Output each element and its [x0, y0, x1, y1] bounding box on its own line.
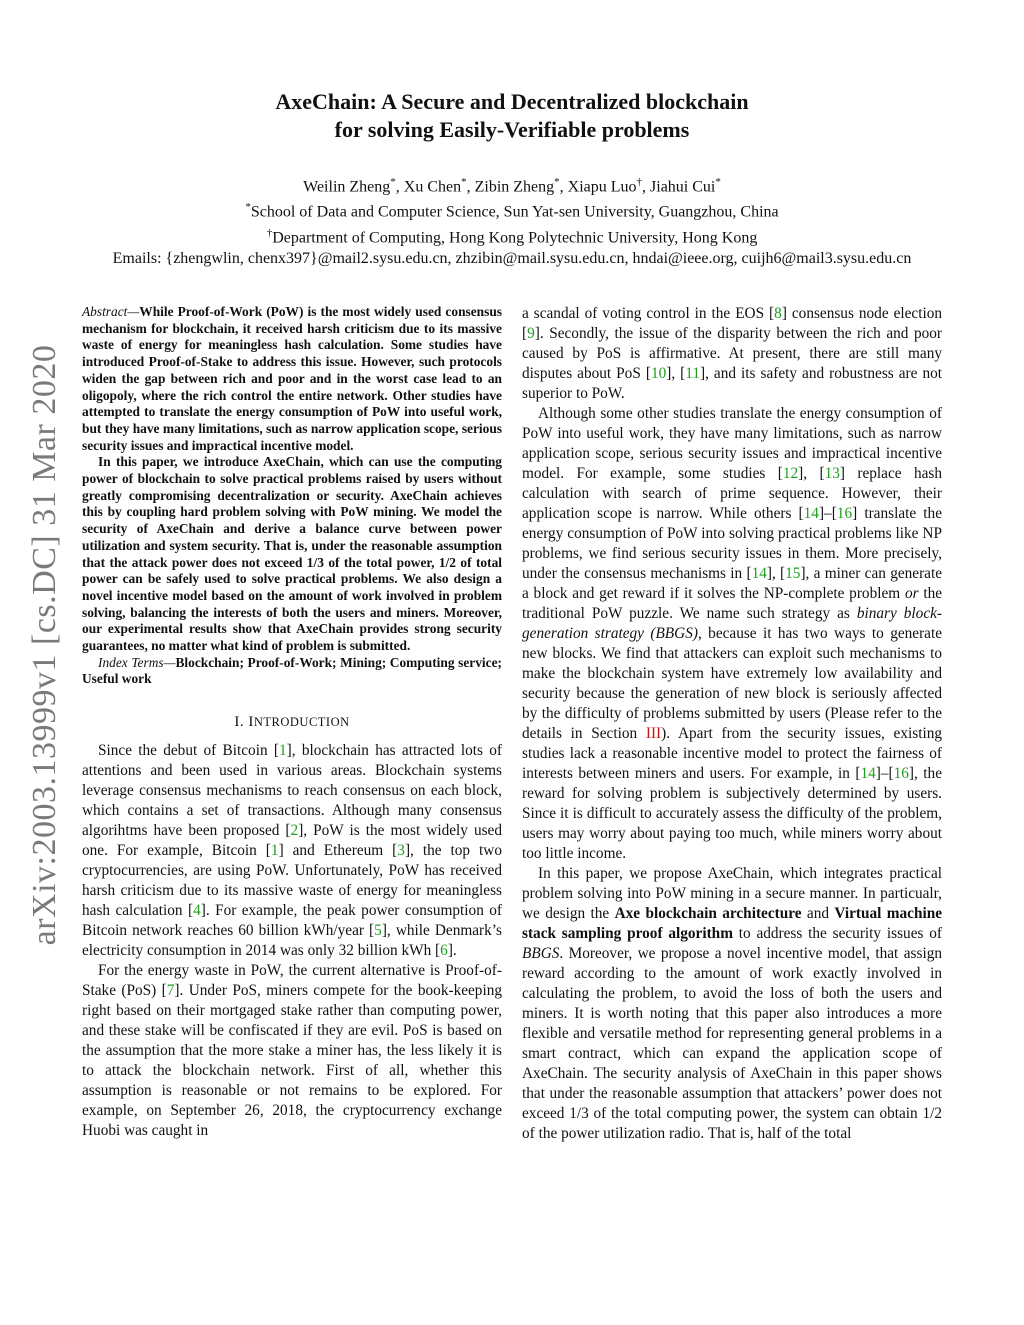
citation-link[interactable]: 6: [440, 942, 448, 960]
citation-link[interactable]: 4: [193, 902, 201, 920]
left-column: [82, 304, 502, 1141]
citation-link[interactable]: 15: [785, 565, 801, 582]
right-column-body: [522, 304, 942, 1144]
citation-link[interactable]: 16: [893, 765, 909, 782]
paper-title: [0, 88, 1024, 144]
body-paragraph: Since the debut of Bitcoin [1], blockchain has attracted lots of attentions and been used in various areas. Blockchain systems leverage consensus mechanisms to reach consensus on each block, which contains a set of transactions. Although many consensus algorihtms have been proposed [2], PoW is the most widely used one. For example, Bitcoin [1] and Ethereum [3], the top two cryptocurrencies, are using PoW. Unfortunately, PoW has received harsh criticism due to its massive waste of energy for meaningless hash calculation [4]. For example, the peak power consumption of Bitcoin network reaches 60 billion kWh/year [5], while Denmark’s electricity consumption in 2014 was only 32 billion kWh [6].: [82, 742, 503, 960]
citation-link[interactable]: 14: [751, 565, 767, 582]
arxiv-sidebar-stamp: [22, 346, 68, 944]
citation-link[interactable]: 9: [527, 325, 535, 342]
citation-link[interactable]: 7: [166, 982, 175, 1000]
citation-link[interactable]: 10: [650, 365, 667, 382]
citation-link[interactable]: 2: [290, 822, 299, 840]
introduction-body: [82, 741, 502, 1141]
arxiv-id: arXiv:2003.13999v1 [cs.DC] 31 Mar 2020: [26, 344, 63, 946]
abstract-paragraph-2: In this paper, we introduce AxeChain, which can use the computing power of blockchain to solve practical problems raised by users without greatly compromising decentralization or security. AxeChain achieves this by coupling hard problem solving with PoW mining. We model the security of AxeChain and derive a balance curve between power utilization and system security. That is, under the reasonable assumption that the attack power does not exceed 1/3 of the total power, 1/2 of total power can be safely used to solve practical problems. We also design a novel incentive model based on the amount of work involved in problem solving, balancing the interests of both the users and miners. Moreover, our experimental results show that AxeChain provides strong security guarantees, no matter what kind of problem is submitted.: [82, 454, 502, 654]
citation-link[interactable]: 14: [803, 505, 819, 522]
citation-link[interactable]: 5: [374, 922, 382, 940]
citation-link[interactable]: 14: [860, 765, 876, 782]
citation-link[interactable]: 11: [685, 365, 700, 382]
author-name: Zibin Zheng: [474, 178, 555, 196]
citation-link[interactable]: 1: [278, 742, 287, 760]
section-reference-link[interactable]: III: [645, 725, 662, 742]
abstract: [82, 304, 502, 688]
index-terms: Index Terms—Blockchain; Proof-of-Work; Mining; Computing service; Useful work: [82, 654, 502, 687]
abstract-label: Abstract—: [82, 304, 140, 319]
author-name: Jiahui Cui: [650, 178, 716, 196]
author-list: Weilin Zheng*, Xu Chen*, Zibin Zheng*, Xiapu Luo†, Jiahui Cui*: [303, 176, 721, 196]
emails: Emails: {zhengwlin, chenx397}@mail2.sysu.edu.cn, zhzibin@mail.sysu.edu.cn, hndai@ieee.org, cuijh6@mail3.sysu.edu.cn: [112, 249, 912, 267]
author-name: Xiapu Luo: [567, 178, 637, 196]
body-paragraph: In this paper, we propose AxeChain, which integrates practical problem solving into PoW mining in a secure manner. In particualr, we design the Axe blockchain architecture and Virtual machine stack sampling proof algorithm to address the security issues of BBGS. Moreover, we propose a novel incentive model, that assign reward according to the amount of work exactly involved in calculating the problem, to avoid the loss of both the users and miners. It is worth noting that this paper also introduces a more flexible and versatile method for representing general problems in a smart contract, which can expand the application scope of AxeChain. The security analysis of AxeChain in this paper shows that under the reasonable assumption that attackers’ power does not exceed 1/3 of the total computing power, the system can obtain 1/2 of the power utilization radio. That is, half of the total: [522, 865, 943, 1142]
title-line-1: AxeChain: A Secure and Decentralized blockchain: [275, 89, 749, 114]
title-line-2: for solving Easily-Verifiable problems: [334, 117, 690, 142]
affiliation-1: *School of Data and Computer Science, Sun Yat-sen University, Guangzhou, China: [245, 201, 779, 221]
right-column: [522, 304, 942, 1144]
abstract-paragraph-1: Abstract—While Proof-of-Work (PoW) is the most widely used consensus mechanism for blockchain, it received harsh criticism due to its massive waste of energy for meaningless hash calculation. Some studies have introduced Proof-of-Stake to address this issue. However, such protocols widen the gap between rich and poor and in the worst case lead to an oligopoly, where the rich control the entire network. Other studies have attempted to translate the energy consumption of PoW into useful work, but they have many limitations, such as narrow application scope, serious security issues and impractical incentive model.: [82, 304, 502, 453]
citation-link[interactable]: 1: [270, 842, 279, 860]
body-paragraph: For the energy waste in PoW, the current alternative is Proof-of-Stake (PoS) [7]. Under PoS, miners compete for the book-keeping right based on their mortgaged stake rather than computing power, and these stake will be confiscated if they are evil. PoS is based on the assumption that the more stake a miner has, the less likely it is to attack the blockchain network. First of all, whether this assumption is reasonable or not remains to be explored. For example, on September 26, 2018, the cryptocurrency exchange Huobi was caught in: [82, 962, 502, 1140]
citation-link[interactable]: 16: [836, 505, 853, 522]
citation-link[interactable]: 3: [397, 842, 405, 860]
citation-link[interactable]: 13: [824, 465, 840, 482]
body-paragraph: a scandal of voting control in the EOS [8] consensus node election [9]. Secondly, the issue of the disparity between the rich and poor caused by PoS is affirmative. At present, there are still many disputes about PoS [10], [11], and its safety and robustness are not superior to PoW.: [522, 305, 942, 402]
section-heading-introduction: I. INTRODUCTION: [234, 714, 350, 731]
author-name: Weilin Zheng: [303, 178, 391, 196]
citation-link[interactable]: 12: [782, 465, 799, 482]
author-block: [0, 172, 1024, 269]
index-terms-label: Index Terms—: [98, 654, 176, 670]
author-name: Xu Chen: [403, 178, 462, 196]
citation-link[interactable]: 8: [774, 305, 782, 322]
body-paragraph: Although some other studies translate the energy consumption of PoW into useful work, they have many limitations, such as narrow application scope, serious security issues and impractical incentive model. For example, some studies [12], [13] replace hash calculation with search of prime sequence. However, their application scope is narrow. While others [14]–[16] translate the energy consumption of PoW into solving practical problems like NP problems, we find serious security issues in them. More precisely, under the consensus mechanisms in [14], [15], a miner can generate a block and get reward if it solves the NP-complete problem or the traditional PoW puzzle. We name such strategy as binary block-generation strategy (BBGS), because it has two ways to generate new blocks. We find that attackers can exploit such mechanisms to make the blockchain system have extremely low availability and security because the generation of new block is seriously affected by the difficulty of problems submitted by users (Please refer to the details in Section III). Apart from the security issues, existing studies lack a reasonable incentive model to protect the fairness of interests between miners and users. For example, in [14]–[16], the reward for solving problem is subjectively determined by users. Since it is difficult to accurately assess the difficulty of the problem, users may worry about paying too much, while miners worry about too little income.: [522, 405, 943, 862]
affiliation-2: †Department of Computing, Hong Kong Polytechnic University, Hong Kong: [266, 226, 758, 246]
